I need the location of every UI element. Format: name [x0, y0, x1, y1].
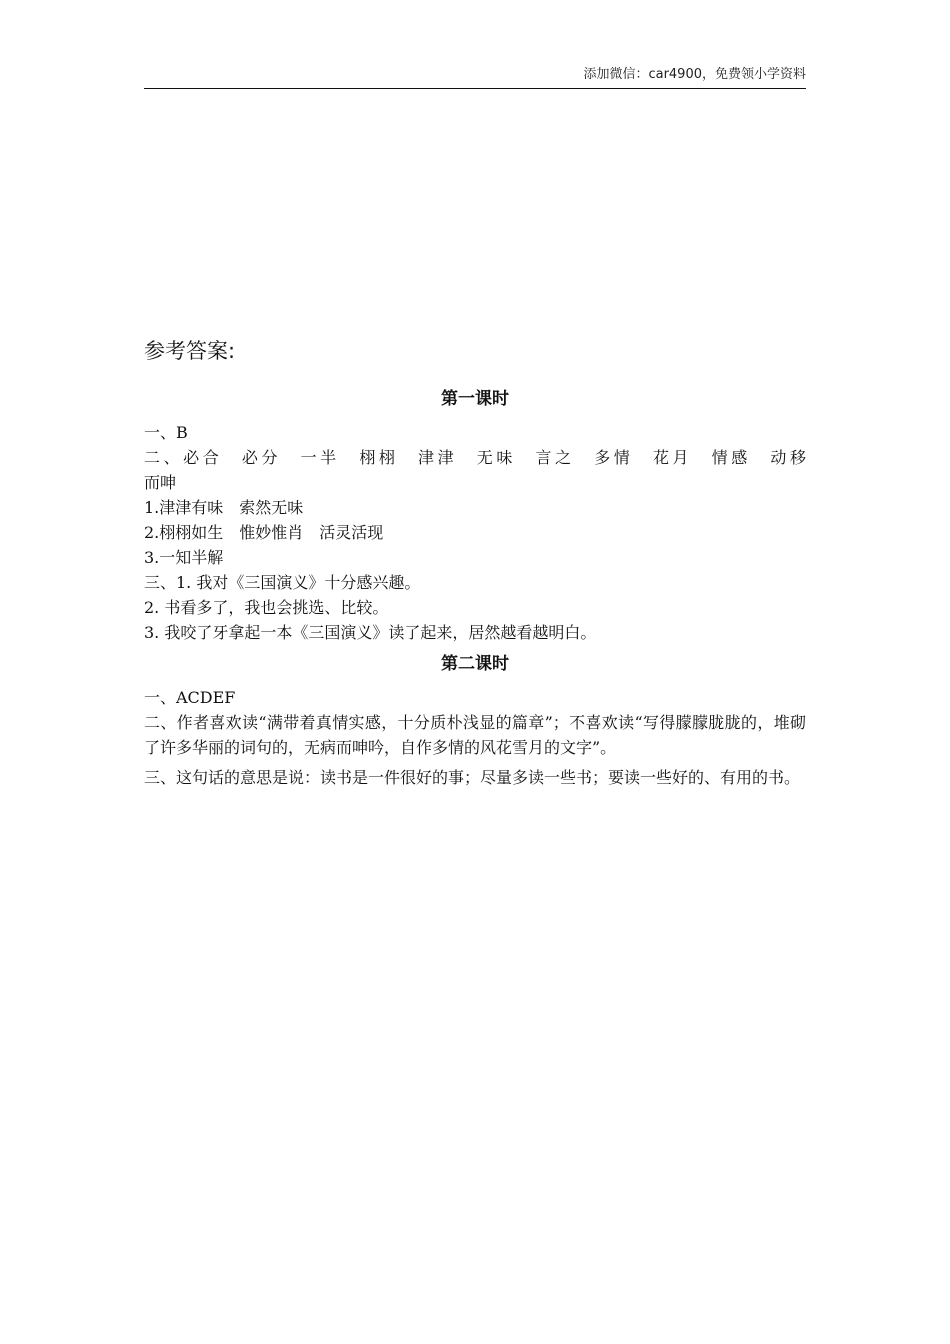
answer-content [144, 384, 806, 796]
lesson1-q3-item1: 三、1. 我对《三国演义》十分感兴趣。 [144, 573, 421, 592]
lesson1-q2-item2: 2.栩栩如生 惟妙惟肖 活灵活现 [144, 523, 384, 542]
lesson1-q1: 一、B [144, 423, 188, 442]
lesson1-q2-line1: 二、必合 必分 一半 栩栩 津津 无味 言之 多情 花月 情感 动移 [144, 448, 806, 467]
lesson2-q1: 一、ACDEF [144, 688, 236, 707]
lesson1-q2-line2: 而呻 [144, 473, 177, 492]
lesson1-q2-item3: 3.一知半解 [144, 548, 224, 567]
lesson1-q3-item2: 2. 书看多了，我也会挑选、比较。 [144, 598, 389, 617]
lesson2-q3: 三、这句话的意思是说：读书是一件很好的事；尽量多读一些书；要读一些好的、有用的书。 [144, 768, 801, 787]
lesson2-q2: 二、作者喜欢读“满带着真情实感，十分质朴浅显的篇章”；不喜欢读“写得朦朦胧胧的，堆砌了许多华丽的词句的，无病而呻吟，自作多情的风花雪月的文字”。 [144, 713, 806, 757]
lesson1-q2-item1: 1.津津有味 索然无味 [144, 498, 304, 517]
lesson1-title: 第一课时 [441, 389, 509, 409]
page-header [144, 66, 806, 89]
lesson1-q3-item3: 3. 我咬了牙拿起一本《三国演义》读了起来，居然越看越明白。 [144, 623, 597, 642]
lesson2-title: 第二课时 [441, 654, 509, 674]
answer-heading: 参考答案: [144, 339, 236, 363]
header-text: 添加微信：car4900，免费领小学资料 [583, 67, 806, 82]
